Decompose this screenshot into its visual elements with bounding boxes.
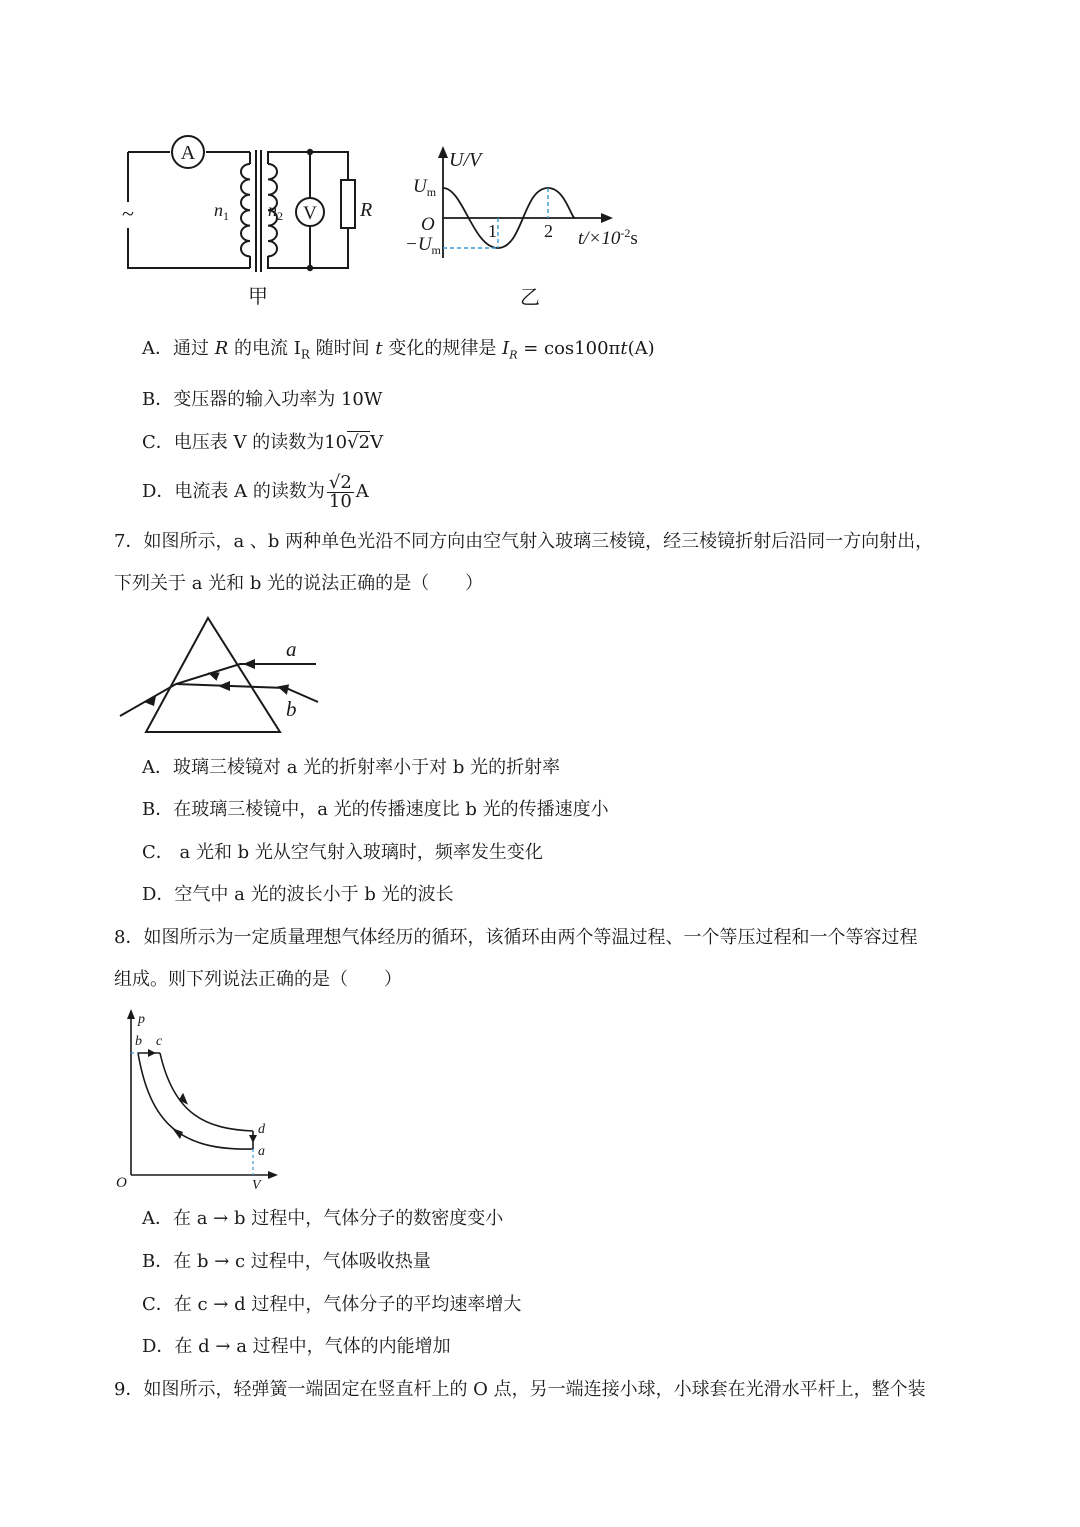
figure-caption-yi: 乙 [520, 287, 540, 309]
origin-label: O [421, 214, 435, 235]
point-a-label: a [258, 1144, 265, 1159]
point-d-label: d [258, 1122, 265, 1137]
q8-option-c: C．在 c → d 过程中，气体分子的平均速率增大 [142, 1294, 522, 1315]
tick-2-label: 2 [544, 221, 553, 241]
q8-option-b: B．在 b → c 过程中，气体吸收热量 [142, 1251, 431, 1272]
q7-stem-line1: 7．如图所示，a 、b 两种单色光沿不同方向由空气射入玻璃三棱镜，经三棱镜折射后沿同一方向射出， [114, 531, 934, 552]
q7-option-c: C． a 光和 b 光从空气射入玻璃时，频率发生变化 [142, 842, 543, 863]
figure-caption-jia: 甲 [248, 286, 268, 308]
q6-option-c: C．电压表 V 的读数为10√2V [142, 432, 384, 453]
current-fraction: $\frac{√2}{10}$ [328, 471, 352, 512]
q7-option-b: B．在玻璃三棱镜中，a 光的传播速度比 b 光的传播速度小 [142, 799, 609, 820]
ray-a-label: a [286, 637, 297, 661]
primary-turns-label: $n_1$ [214, 200, 229, 223]
prism-figure [110, 612, 330, 740]
ray-b-label: b [286, 697, 297, 721]
q6-option-d: D．电流表 A 的读数为 $\frac{√2}{10}$ A [142, 471, 369, 512]
q7-option-d: D．空气中 a 光的波长小于 b 光的波长 [142, 884, 454, 905]
voltmeter-symbol: V [303, 203, 317, 224]
q8-option-d: D．在 d → a 过程中，气体的内能增加 [142, 1336, 451, 1357]
resistor-label: R [360, 199, 373, 221]
neg-um-label: $-U_m$ [405, 234, 441, 257]
q7-stem-line2: 下列关于 a 光和 b 光的说法正确的是（ ） [114, 573, 484, 594]
pv-cycle-figure [110, 1005, 290, 1191]
ac-source-symbol: ~ [122, 201, 134, 226]
ammeter-symbol: A [180, 142, 196, 164]
tick-1-label: 1 [488, 221, 497, 241]
q6-option-a: A．通过 R 的电流 $I_R$ 随时间 t 变化的规律是 $I_R = \cos 100\pi t(A)$ [142, 338, 655, 362]
y-axis-label: U/V [449, 149, 482, 171]
point-b-label: b [135, 1034, 142, 1049]
voltage-waveform-figure [405, 140, 655, 315]
q6-option-b: B．变压器的输入功率为 10W [142, 389, 383, 410]
transformer-circuit-figure [100, 130, 390, 315]
q8-stem-line1: 8．如图所示为一定质量理想气体经历的循环，该循环由两个等温过程、一个等压过程和一个等容过程 [114, 927, 918, 948]
x-axis-label: $t/\times 10^{-2}s$ [578, 226, 638, 249]
q9-stem-line1: 9．如图所示，轻弹簧一端固定在竖直杆上的 O 点，另一端连接小球，小球套在光滑水平杆上，整个装 [114, 1379, 926, 1400]
p-axis-label: p [138, 1012, 145, 1027]
secondary-turns-label: $n_2$ [268, 200, 283, 223]
q7-option-a: A．玻璃三棱镜对 a 光的折射率小于对 b 光的折射率 [142, 757, 561, 778]
origin-label: O [116, 1175, 127, 1191]
v-axis-label: V [252, 1178, 261, 1191]
q8-stem-line2: 组成。则下列说法正确的是（ ） [114, 969, 402, 990]
um-label: $U_m$ [413, 176, 437, 199]
q8-option-a: A．在 a → b 过程中，气体分子的数密度变小 [142, 1208, 504, 1229]
point-c-label: c [156, 1034, 163, 1049]
